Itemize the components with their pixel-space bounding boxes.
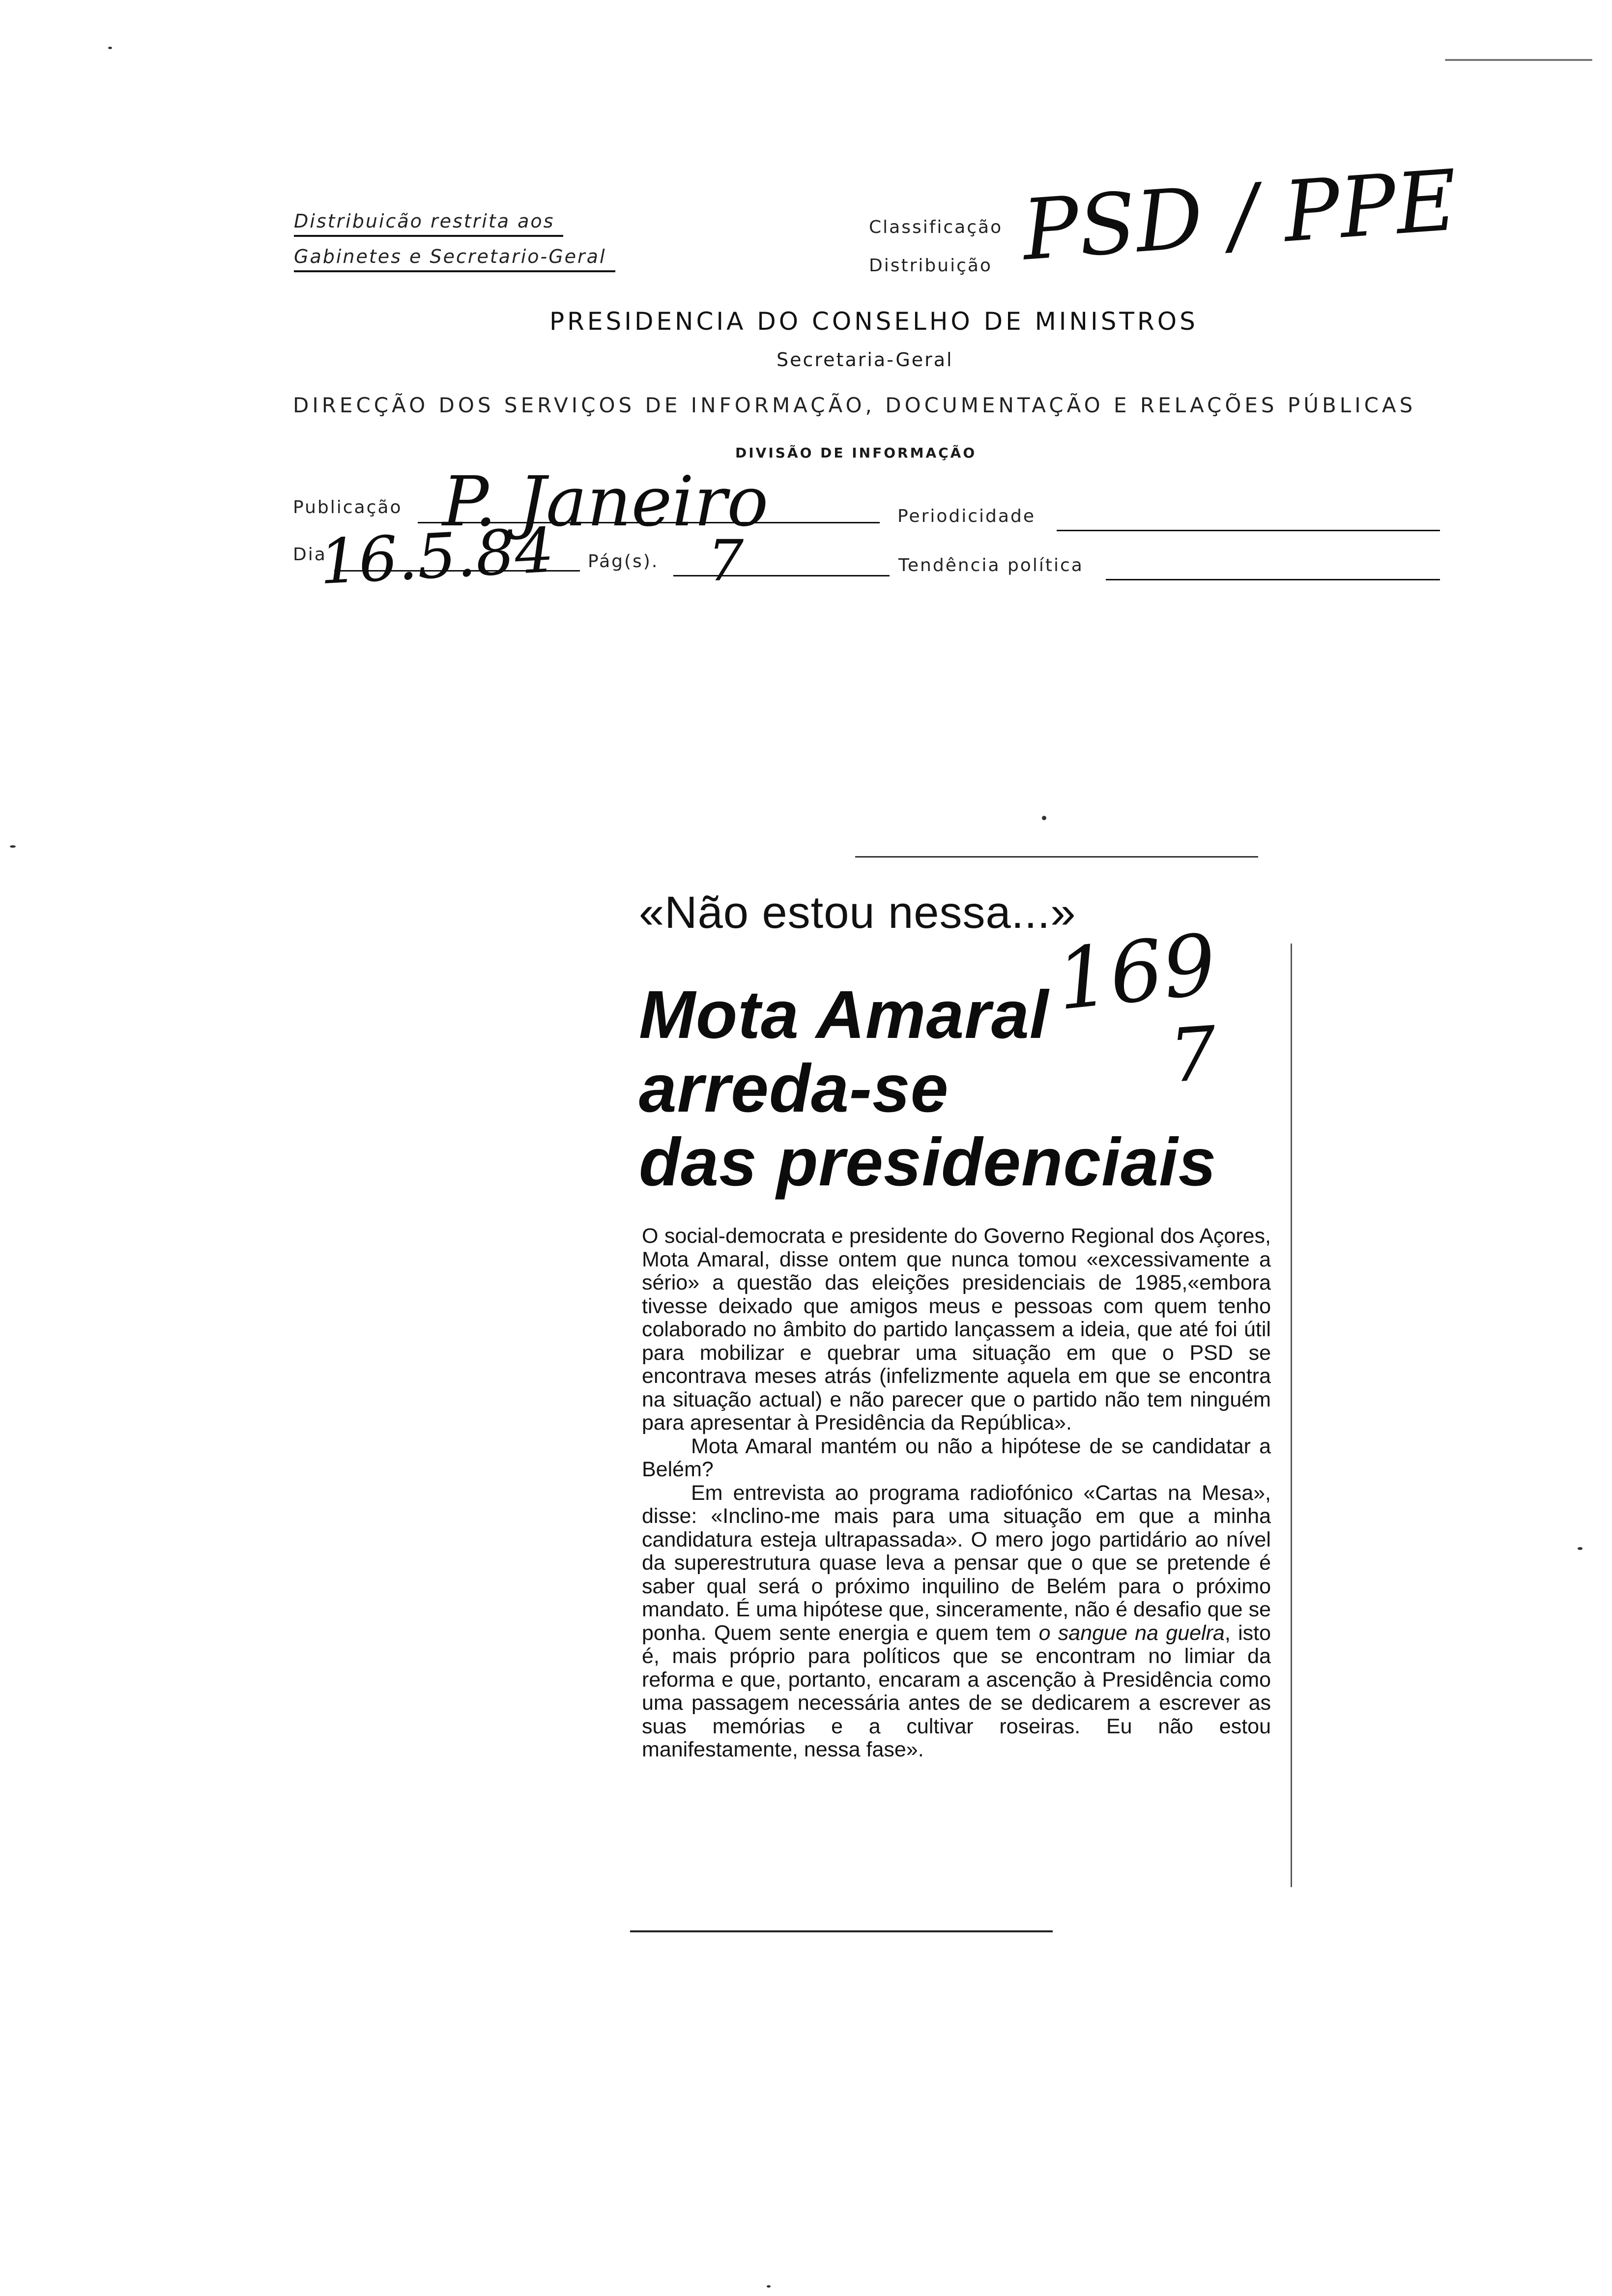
headline-line-3: das presidenciais: [639, 1124, 1217, 1200]
secretaria-geral: Secretaria-Geral: [777, 349, 953, 371]
scan-speck: [767, 2285, 771, 2288]
clipping-right-border: [1291, 944, 1292, 1887]
pags-value: 7: [708, 528, 744, 594]
tendencia-line: [1106, 579, 1440, 580]
organization-title: PRESIDENCIA DO CONSELHO DE MINISTROS: [549, 307, 1198, 336]
periodicidade-line: [1057, 530, 1440, 531]
article-paragraph-2: Mota Amaral mantém ou não a hipótese de se candidatar a Belém?: [642, 1434, 1271, 1481]
article-kicker: «Não estou nessa...»: [639, 888, 1076, 938]
clipping-bottom-border: [630, 1930, 1053, 1932]
scan-speck: [1445, 59, 1592, 61]
handwritten-note-169: 169: [1052, 916, 1221, 1030]
tendencia-label: Tendência política: [898, 555, 1084, 575]
dia-value: 16.5.84: [317, 515, 556, 599]
scan-speck: [10, 845, 16, 848]
clipping-top-border: [855, 856, 1258, 858]
direccao-title: DIRECÇÃO DOS SERVIÇOS DE INFORMAÇÃO, DOCUMENTAÇÃO E RELAÇÕES PÚBLICAS: [293, 393, 1416, 417]
divisao-title: DIVISÃO DE INFORMAÇÃO: [735, 445, 977, 461]
scan-speck: [1042, 816, 1046, 820]
article-paragraph-3: [642, 1482, 1271, 1762]
headline-line-2: arreda-se: [639, 1051, 949, 1126]
article-paragraph-3-start: Em entrevista ao programa radiofónico «Cartas na Mesa», disse: «Inclino-me mais para uma situação em que a minha candidatura esteja ultrapassada». O mero jogo partidário ao nível da superestrutura quase leva a pensar que o que se pretende é saber qual será o próximo inquilino de Belém para o próximo mandato. É uma hipótese que, sinceramente, não é desafio que se ponha. Quem sente energia e quem tem: [642, 1481, 1271, 1645]
article-paragraph-1: O social-democrata e presidente do Governo Regional dos Açores, Mota Amaral, disse ontem que nunca tomou «excessivamente a sério» a questão das eleições presidenciais de 1985,«embora tivesse deixado que amigos meus e pessoas com quem tenho colaborado no âmbito do partido lançassem a ideia, que até foi útil para mobilizar e quebrar uma situação em que o PSD se encontrava meses atrás (infelizmente aquela em que se encontra na situação actual) e não parecer que o partido não tem ninguém para apresentar à Presidência da República».: [642, 1224, 1271, 1435]
publicacao-label: Publicação: [293, 497, 403, 517]
distribution-underline-1: [294, 235, 563, 237]
dia-label: Dia: [293, 545, 327, 565]
periodicidade-label: Periodicidade: [897, 506, 1036, 526]
pags-line: [673, 575, 890, 576]
handwritten-note-7: 7: [1167, 1010, 1220, 1100]
classificacao-handwritten: PSD / PPE: [1019, 152, 1461, 280]
distribution-line-2: Gabinetes e Secretario-Geral: [294, 246, 606, 267]
article-body: [642, 1225, 1271, 1762]
classificacao-label: Classificação: [869, 217, 1003, 237]
scan-speck: [1578, 1547, 1583, 1550]
distribution-line-1: Distribuicão restrita aos: [294, 210, 555, 232]
article-paragraph-3-end: , isto é, mais próprio para políticos que se encontram no limiar da reforma e que, portanto, encaram a ascenção à Presidência como uma passagem necessária antes de se dedicarem a escrever as suas memórias e a cultivar roseiras. Eu não estou manifestamente, nessa fase».: [642, 1621, 1271, 1761]
scan-speck: [108, 47, 112, 49]
pags-label: Pág(s).: [588, 551, 659, 572]
publicacao-value: P. Janeiro: [442, 462, 769, 542]
distribution-underline-2: [294, 270, 615, 272]
headline-line-1: Mota Amaral: [639, 977, 1049, 1053]
distribuicao-label: Distribuição: [869, 256, 992, 276]
article-emphasis: o sangue na guelra: [1038, 1621, 1225, 1645]
